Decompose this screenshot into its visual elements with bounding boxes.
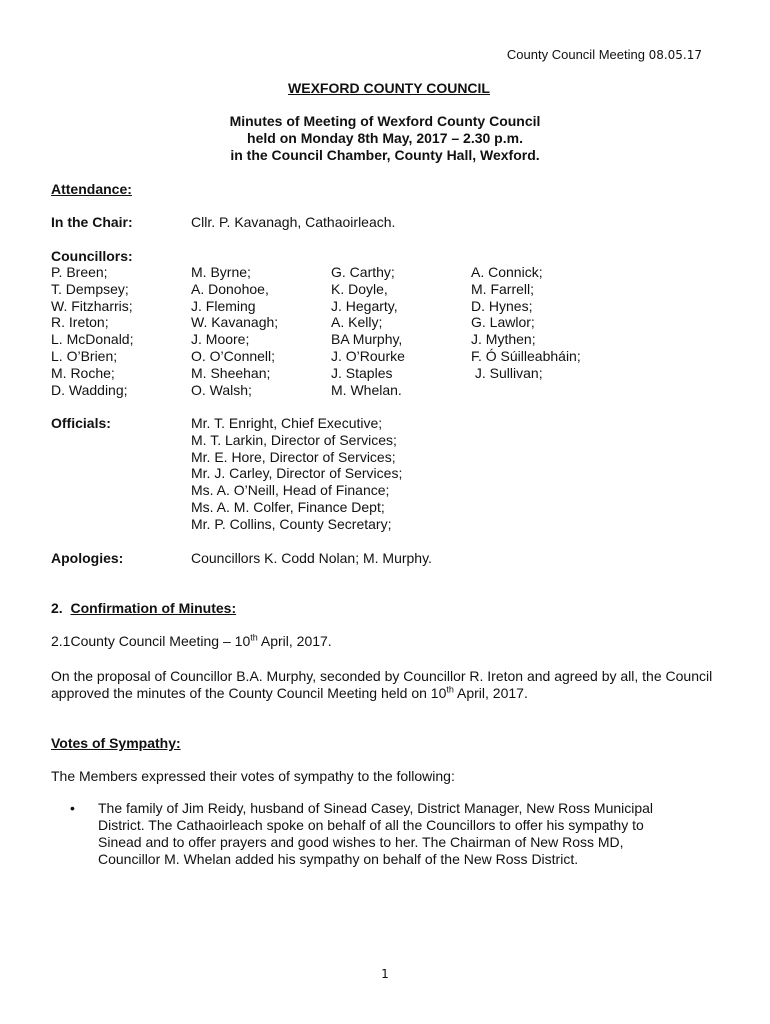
councillor-name: M. Roche;	[51, 364, 115, 381]
apologies-label: Apologies:	[51, 550, 124, 566]
councillor-name: O. Walsh;	[191, 381, 252, 398]
running-header-title: County Council Meeting	[506, 47, 649, 62]
item-2-1-text-end: April, 2017.	[257, 633, 332, 649]
councillor-name: L. O’Brien;	[51, 347, 118, 364]
running-header-date: 08.05.17	[648, 48, 702, 62]
section-2-heading	[51, 600, 236, 617]
councillor-name: W. Fitzharris;	[51, 297, 133, 314]
councillor-name: R. Ireton;	[51, 314, 109, 331]
councillor-name: G. Carthy;	[331, 264, 395, 280]
sympathy-heading: Votes of Sympathy:	[51, 735, 181, 751]
title-line-3: in the Council Chamber, County Hall, Wexford.	[230, 147, 540, 163]
confirmation-superscript: th	[446, 684, 454, 695]
councillor-name: P. Breen;	[51, 264, 108, 280]
councillor-name: A. Donohoe,	[191, 280, 269, 297]
item-2-1-superscript: th	[250, 632, 258, 643]
page-number: 1	[381, 967, 389, 981]
council-name	[0, 80, 770, 97]
official-item: Mr. E. Hore, Director of Services;	[191, 448, 396, 465]
chair-value: Cllr. P. Kavanagh, Cathaoirleach.	[191, 214, 396, 230]
councillor-name: J. Sullivan;	[471, 364, 543, 381]
confirmation-text: On the proposal of Councillor B.A. Murphy, seconded by Councillor R. Ireton and agreed by all, the Council approved the minutes of the County Council Meeting held on 10	[51, 668, 713, 701]
councillor-name: J. Mythen;	[471, 331, 536, 348]
sympathy-item-text: The family of Jim Reidy, husband of Sinead Casey, District Manager, New Ross Municipal District. The Cathaoirleach spoke on behalf of all the Councillors to offer his sympathy to Sinead and to offer prayers and good wishes to her. The Chairman of New Ross MD, Councillor M. Whelan added his sympathy on behalf of the New Ross District.	[98, 800, 654, 867]
official-item: Mr. P. Collins, County Secretary;	[191, 515, 392, 532]
official-item: Mr. T. Enright, Chief Executive;	[191, 415, 383, 431]
councillor-name: M. Byrne;	[191, 264, 251, 280]
councillor-name: W. Kavanagh;	[191, 314, 279, 331]
councillor-name: J. Moore;	[191, 331, 250, 348]
section-2-number: 2.	[51, 600, 63, 616]
title-line-1: Minutes of Meeting of Wexford County Council	[229, 113, 541, 129]
bullet-icon: •	[70, 800, 75, 816]
councillor-name: J. Hegarty,	[331, 297, 398, 314]
councillor-name: M. Farrell;	[471, 280, 534, 297]
councillor-name: K. Doyle,	[331, 280, 388, 297]
councillors-column-2	[191, 264, 278, 398]
councillor-name: D. Wadding;	[51, 381, 128, 398]
minutes-title	[0, 113, 770, 164]
sympathy-list	[51, 800, 671, 868]
councillors-column-1	[51, 264, 133, 398]
councillor-name: J. Staples	[331, 364, 393, 381]
councillor-name: D. Hynes;	[471, 297, 533, 314]
councillor-name: L. McDonald;	[51, 331, 134, 348]
councillors-column-4	[471, 264, 581, 382]
minutes-item-2-1	[51, 633, 332, 650]
official-item: Ms. A. M. Colfer, Finance Dept;	[191, 498, 385, 515]
apologies-value: Councillors K. Codd Nolan; M. Murphy.	[191, 550, 432, 566]
councillor-name: A. Kelly;	[331, 314, 383, 331]
confirmation-text-end: April, 2017.	[453, 685, 528, 701]
councillor-name: G. Lawlor;	[471, 314, 535, 331]
official-item: Ms. A. O’Neill, Head of Finance;	[191, 482, 390, 499]
officials-label: Officials:	[51, 415, 111, 431]
councillor-name: T. Dempsey;	[51, 280, 129, 297]
running-header	[507, 46, 702, 64]
official-item: M. T. Larkin, Director of Services;	[191, 431, 397, 448]
confirmation-paragraph	[51, 668, 721, 702]
councillors-column-3	[331, 264, 405, 398]
councillor-name: M. Whelan.	[331, 381, 402, 398]
councillor-name: O. O’Connell;	[191, 347, 276, 364]
councillor-name: M. Sheehan;	[191, 364, 271, 381]
official-item: Mr. J. Carley, Director of Services;	[191, 465, 403, 482]
officials-list	[191, 415, 402, 533]
attendance-heading: Attendance:	[51, 181, 132, 197]
council-name-text: WEXFORD COUNTY COUNCIL	[288, 80, 490, 96]
councillor-name: J. Fleming	[191, 297, 256, 314]
item-2-1-text: 2.1County Council Meeting – 10	[51, 633, 251, 649]
councillor-name: J. O’Rourke	[331, 347, 405, 364]
section-2-title: Confirmation of Minutes:	[70, 600, 237, 616]
councillors-label: Councillors:	[51, 248, 133, 264]
chair-label: In the Chair:	[51, 214, 133, 230]
title-line-2: held on Monday 8th May, 2017 – 2.30 p.m.	[247, 130, 523, 146]
councillor-name: A. Connick;	[471, 264, 543, 280]
councillor-name: BA Murphy,	[331, 331, 403, 348]
sympathy-intro: The Members expressed their votes of sympathy to the following:	[51, 768, 455, 784]
councillor-name: F. Ó Súilleabháin;	[471, 347, 581, 364]
sympathy-list-item	[51, 800, 671, 868]
